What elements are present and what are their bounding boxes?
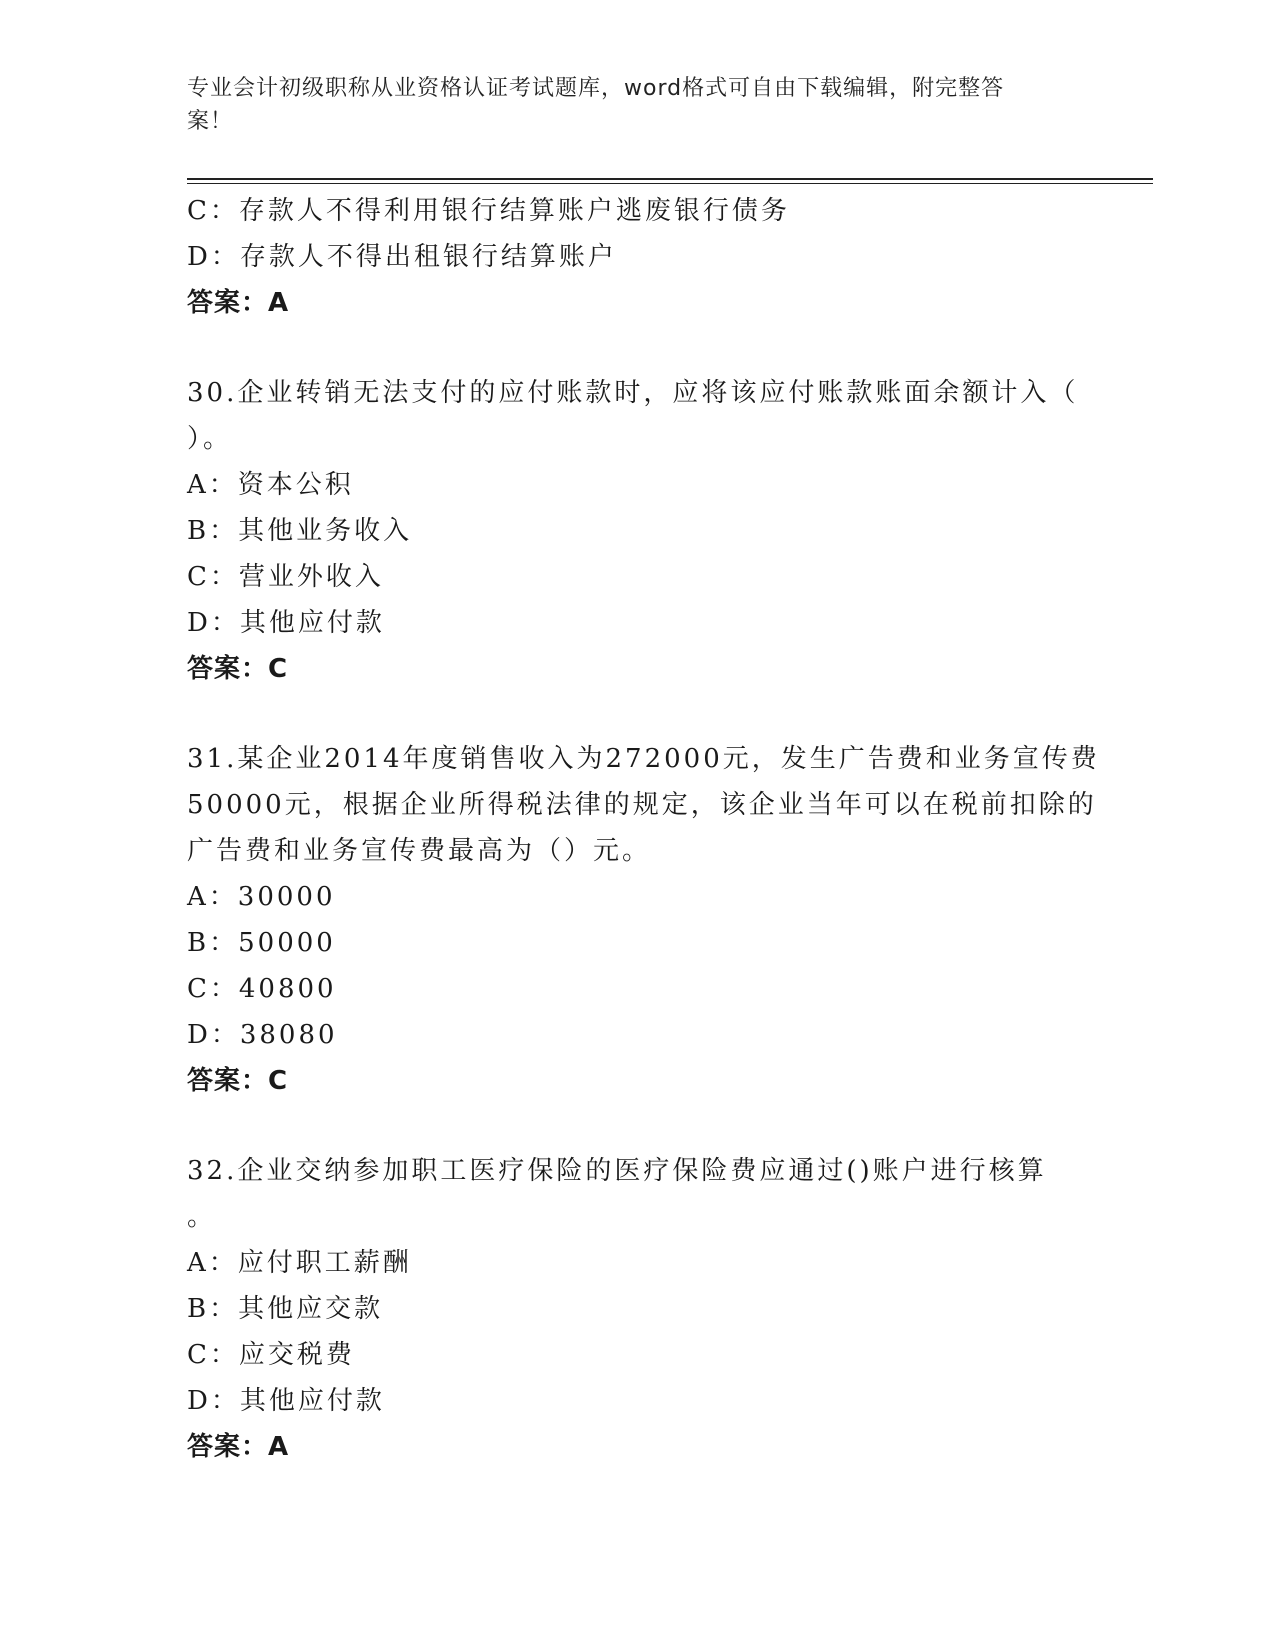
answer-line: 答案：A	[187, 288, 290, 318]
option-a: A：应付职工薪酬	[187, 1248, 412, 1278]
header-line-1: 专业会计初级职称从业资格认证考试题库，word格式可自由下载编辑，附完整答	[187, 76, 1005, 101]
header-line-2: 案！	[187, 109, 234, 134]
header-rule-thin	[187, 183, 1153, 184]
question-stem-line: 50000元，根据企业所得税法律的规定，该企业当年可以在税前扣除的	[187, 790, 1097, 820]
option-c: C：40800	[187, 974, 337, 1004]
option-b: B：其他应交款	[187, 1294, 384, 1324]
answer-line: 答案：C	[187, 654, 289, 684]
question-32	[187, 1148, 1087, 1470]
page-header	[187, 72, 1067, 138]
option-c: C：应交税费	[187, 1340, 355, 1370]
question-fragment	[187, 188, 1087, 326]
option-b: B：50000	[187, 928, 336, 958]
option-d: D：38080	[187, 1020, 338, 1050]
option-a: A：资本公积	[187, 470, 354, 500]
option-c: C：营业外收入	[187, 562, 384, 592]
answer-line: 答案：A	[187, 1432, 290, 1462]
option-d: D：存款人不得出租银行结算账户	[187, 242, 617, 272]
question-list	[187, 188, 1100, 1470]
option-d: D：其他应付款	[187, 1386, 385, 1416]
option-b: B：其他业务收入	[187, 516, 413, 546]
question-stem-line: 31.某企业2014年度销售收入为272000元，发生广告费和业务宣传费	[187, 744, 1100, 774]
option-c: C：存款人不得利用银行结算账户逃废银行债务	[187, 196, 790, 226]
question-stem-line: 32.企业交纳参加职工医疗保险的医疗保险费应通过()账户进行核算	[187, 1156, 1047, 1186]
question-31	[187, 736, 1100, 1104]
question-stem-line: ）。	[187, 424, 233, 454]
option-d: D：其他应付款	[187, 608, 385, 638]
option-a: A：30000	[187, 882, 336, 912]
header-rule-thick	[187, 178, 1153, 180]
question-stem-line: 广告费和业务宣传费最高为（）元。	[187, 836, 652, 866]
question-stem-line: 。	[187, 1202, 217, 1232]
answer-line: 答案：C	[187, 1066, 289, 1096]
question-30	[187, 370, 1087, 692]
question-stem-line: 30.企业转销无法支付的应付账款时，应将该应付账款账面余额计入（	[187, 378, 1079, 408]
